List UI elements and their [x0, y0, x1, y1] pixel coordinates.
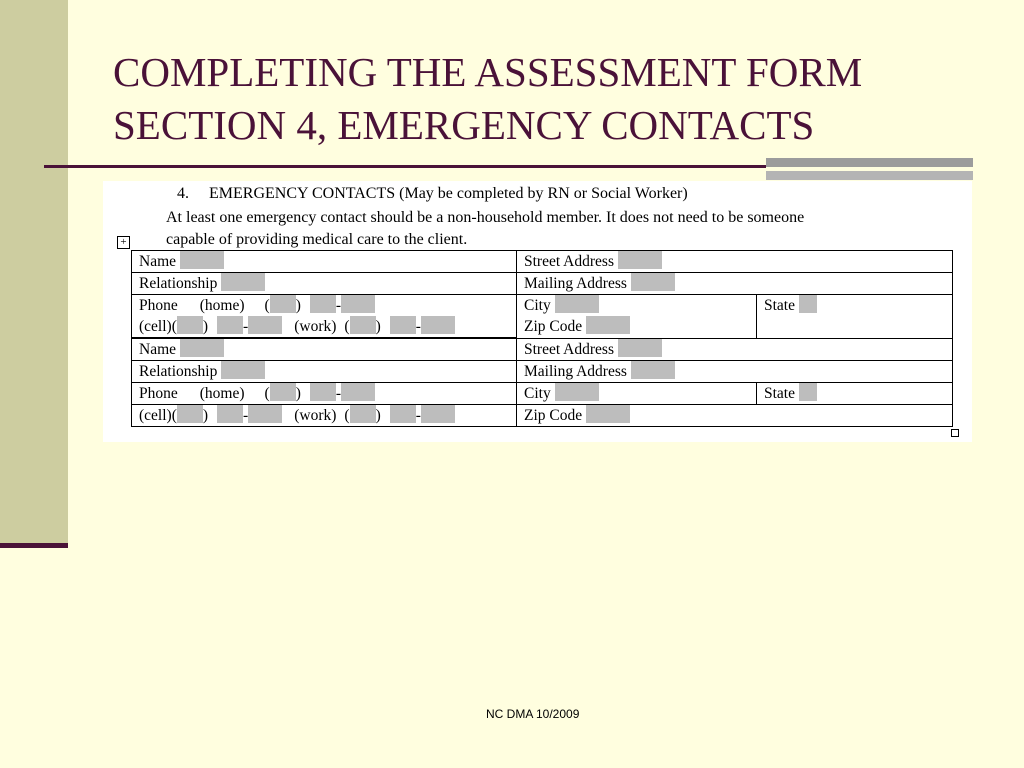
work-area-code-field[interactable] [350, 405, 376, 423]
table-row [132, 383, 953, 405]
home-area-code-field[interactable] [270, 383, 296, 401]
phone-label: Phone [139, 385, 178, 402]
relationship-cell [132, 273, 517, 295]
title-line-2: SECTION 4, EMERGENCY CONTACTS [113, 102, 815, 148]
move-handle-icon[interactable]: + [117, 236, 130, 249]
home-line-field[interactable] [341, 295, 375, 313]
relationship-label: Relationship [139, 363, 218, 380]
name-field[interactable] [180, 251, 224, 269]
mailing-address-field[interactable] [631, 361, 675, 379]
table-row [132, 251, 953, 273]
relationship-field[interactable] [221, 273, 265, 291]
cell-work-phone-cell: (cell)( ) - (work) ( ) - [132, 405, 517, 427]
home-line-field[interactable] [341, 383, 375, 401]
mailing-address-label: Mailing Address [524, 363, 627, 380]
home-prefix-field[interactable] [310, 383, 336, 401]
city-label: City [524, 385, 551, 402]
state-label: State [764, 297, 795, 314]
street-address-cell [517, 251, 953, 273]
city-label: City [524, 297, 551, 314]
table-row [132, 273, 953, 295]
street-address-field[interactable] [618, 251, 662, 269]
slide-title [113, 46, 993, 152]
instructions-line-1: At least one emergency contact should be a non-household member. It does not need to be someone [166, 209, 805, 226]
cell-prefix-field[interactable] [217, 316, 243, 334]
table-row [132, 361, 953, 383]
table-row [132, 405, 953, 427]
work-line-field[interactable] [421, 405, 455, 423]
relationship-field[interactable] [221, 361, 265, 379]
work-prefix-field[interactable] [390, 405, 416, 423]
home-prefix-field[interactable] [310, 295, 336, 313]
work-line-field[interactable] [421, 316, 455, 334]
state-field[interactable] [799, 295, 817, 313]
form-section-heading [177, 185, 688, 203]
zip-code-cell [517, 405, 953, 427]
city-field[interactable] [555, 295, 599, 313]
name-cell [132, 338, 517, 361]
work-label: (work) [294, 407, 337, 424]
form-screenshot [103, 181, 972, 442]
cell-line-field[interactable] [248, 316, 282, 334]
street-address-field[interactable] [618, 339, 662, 357]
decorative-bar-bottom [766, 171, 973, 180]
work-prefix-field[interactable] [390, 316, 416, 334]
state-label: State [764, 385, 795, 402]
decorative-bar-top [766, 158, 973, 167]
work-area-code-field[interactable] [350, 316, 376, 334]
name-label: Name [139, 341, 177, 358]
name-label: Name [139, 253, 177, 270]
city-cell [517, 383, 757, 405]
relationship-cell [132, 361, 517, 383]
city-field[interactable] [555, 383, 599, 401]
resize-handle-icon[interactable] [951, 429, 959, 437]
cell-label: (cell) [139, 407, 172, 424]
section-number: 4. [177, 185, 189, 202]
slide-footer: NC DMA 10/2009 [486, 707, 580, 721]
zip-code-label: Zip Code [524, 407, 583, 424]
name-field[interactable] [180, 339, 224, 357]
home-label: (home) [199, 297, 245, 314]
emergency-contacts-table [131, 250, 953, 427]
title-divider [44, 165, 766, 168]
street-address-label: Street Address [524, 340, 614, 358]
cell-area-code-field[interactable] [177, 316, 203, 334]
cell-work-phone-cell: (cell)( ) - (work) ( ) - [132, 316, 517, 338]
section-heading-text: EMERGENCY CONTACTS (May be completed by RN or Social Worker) [209, 185, 688, 202]
cell-area-code-field[interactable] [177, 405, 203, 423]
mailing-address-cell [517, 361, 953, 383]
relationship-label: Relationship [139, 275, 218, 292]
state-cell [757, 295, 953, 339]
left-accent-bar [0, 0, 68, 548]
mailing-address-cell [517, 273, 953, 295]
work-label: (work) [294, 318, 337, 335]
mailing-address-label: Mailing Address [524, 275, 627, 292]
city-cell [517, 295, 757, 339]
mailing-address-field[interactable] [631, 273, 675, 291]
cell-label: (cell) [139, 318, 172, 335]
home-label: (home) [199, 385, 245, 402]
table-row [132, 338, 953, 361]
phone-cell: Phone (home) ( ) - [132, 295, 517, 317]
zip-code-label: Zip Code [524, 318, 583, 335]
table-row [132, 295, 953, 317]
phone-cell: Phone (home) ( ) - [132, 383, 517, 405]
cell-line-field[interactable] [248, 405, 282, 423]
zip-code-field[interactable] [586, 405, 630, 423]
state-field[interactable] [799, 383, 817, 401]
state-cell [757, 383, 953, 405]
title-line-1: COMPLETING THE ASSESSMENT FORM [113, 49, 863, 95]
cell-prefix-field[interactable] [217, 405, 243, 423]
home-area-code-field[interactable] [270, 295, 296, 313]
name-cell [132, 251, 517, 273]
form-instructions [166, 207, 804, 251]
zip-code-field[interactable] [586, 316, 630, 334]
left-accent-underline [0, 543, 68, 548]
street-address-label: Street Address [524, 253, 614, 270]
street-address-cell [517, 338, 953, 361]
phone-label: Phone [139, 297, 178, 314]
instructions-line-2: capable of providing medical care to the client. [166, 231, 468, 248]
